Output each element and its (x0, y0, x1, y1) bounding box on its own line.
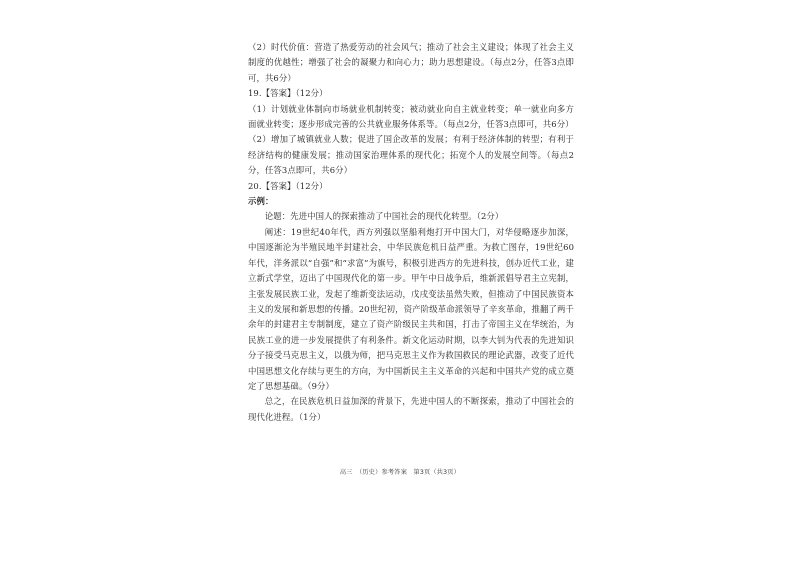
q19-part1-answer: （1）计划就业体制向市场就业机制转变；被动就业向自主就业转变；单一就业向多方面就业转变；逐步形成完善的公共就业服务体系等。（每点2分，任答3点即可，共6分） (248, 103, 574, 130)
q20-summary: 总之，在民族危机日益加深的背景下，先进中国人的不断探索，推动了中国社会的现代化进程。（1分） (248, 396, 574, 422)
q19-part2-answer: （2）增加了城镇就业人数；促进了国企改革的发展；有利于经济体制的转型；有利于经济结构的健康发展；推动国家治理体系的现代化；拓宽个人的发展空间等。（每点2分，任答3点即可，共6分） (248, 134, 574, 176)
q18-part2-answer: （2）时代价值：营造了热爱劳动的社会风气；推动了社会主义建设；体现了社会主义制度的优越性；增强了社会的凝聚力和向心力；助力思想建设。（每点2分，任答3点即可，共6分） (248, 42, 574, 83)
q19-heading: 19.【答案】（12分） (248, 88, 328, 99)
q20-elaboration: 阐述：19世纪40年代，西方列强以坚船利炮打开中国大门，对华侵略逐步加深，中国逐渐沦为半殖民地半封建社会，中华民族危机日益严重。为救亡图存，19世纪60年代，洋务派以“自强”和“求富”为旗号，积极引进西方的先进科技，创办近代工业，建立新式学堂，迈出了中国现代化的第一步。甲午中日战争后，维新派倡导君主立宪制，主张发展民族工业，发起了维新变法运动，戊戌变法虽然失败，但推动了中国民族资本主义的发展和新思想的传播。20世纪初，资产阶级革命派领导了辛亥革命，推翻了两千余年的封建君主专制制度，建立了资产阶级民主共和国，打击了帝国主义在华统治，为民族工业的进一步发展提供了有利条件。新文化运动时期，以李大钊为代表的先进知识分子接受马克思主义，以俄为师，把马克思主义作为救国救民的理论武器，改变了近代中国思想文化存续与更生的方向，为中国新民主主义革命的兴起和中国共产党的成立奠定了思想基础。（9分） (248, 226, 574, 391)
page-footer: 高三 （历史）参考答案 第3页（共3页） (339, 469, 461, 476)
q20-heading: 20.【答案】（12分） (248, 180, 328, 191)
answer-key-content (248, 40, 574, 425)
example-label: 示例： (248, 196, 274, 207)
q20-thesis: 论题：先进中国人的探索推动了中国社会的现代化转型。（2分） (264, 211, 504, 222)
